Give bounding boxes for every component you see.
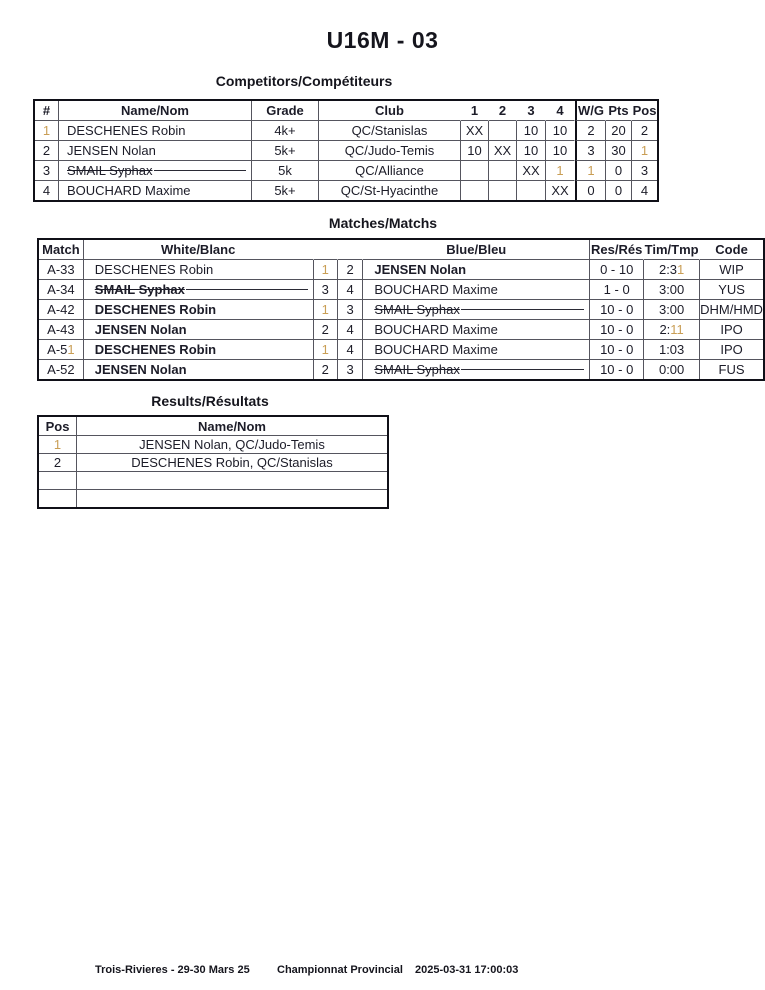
competitor-row: [35, 141, 657, 161]
player-name: BOUCHARD Maxime: [374, 322, 498, 337]
text: QC/Judo-Temis: [344, 143, 435, 158]
cell-white-number: [314, 260, 338, 280]
matches-body: [39, 260, 763, 379]
results-table-wrap: [37, 415, 389, 509]
cell-round-2: [489, 141, 517, 161]
text: 5k: [278, 163, 292, 178]
header-num: #: [35, 101, 59, 121]
cell-number: [35, 161, 59, 181]
cell-match-id: [39, 320, 84, 340]
header-row: [39, 417, 387, 436]
accent-text: 1: [53, 437, 62, 452]
text: 1 - 0: [603, 282, 630, 297]
text: 3: [587, 143, 595, 158]
text: XX: [465, 123, 484, 138]
cell-code: [700, 340, 763, 360]
result-row: [39, 436, 387, 454]
player-name: DESCHENES Robin: [67, 123, 186, 138]
cell-blue-player: [363, 320, 590, 340]
text: 2: [640, 123, 649, 138]
cell-round-3: [517, 181, 546, 200]
header-code: Code: [700, 240, 763, 260]
cell-pts: [606, 161, 632, 181]
name-cell-content: [363, 282, 589, 297]
player-name: DESCHENES Robin, QC/Stanislas: [131, 455, 333, 470]
cell-round-4: [546, 141, 575, 161]
cell-grade: [252, 121, 319, 141]
header-white-num: [314, 240, 338, 260]
text: 10 - 0: [600, 362, 634, 377]
cell-time: [644, 260, 700, 280]
cell-blue-number: [338, 300, 363, 320]
cell-round-1: [461, 141, 489, 161]
player-name: DESCHENES Robin: [94, 302, 217, 317]
cell-wg: [575, 141, 606, 161]
cell-name: [77, 436, 387, 454]
cell-round-2: [489, 161, 517, 181]
text: 3: [346, 302, 354, 317]
text: 2: [321, 362, 329, 377]
cell-wg: [575, 121, 606, 141]
text: YUS: [718, 282, 745, 297]
text: 2: [346, 262, 354, 277]
cell-blue-number: [338, 280, 363, 300]
text: 4: [346, 322, 354, 337]
cell-pos: [632, 181, 657, 200]
name-cell-content: [363, 362, 589, 377]
cell-number: [35, 121, 59, 141]
text: A-5: [47, 342, 68, 357]
text: XX: [551, 183, 569, 198]
text: 3: [42, 163, 51, 178]
cell-grade: [252, 141, 319, 161]
strike-line: [461, 309, 584, 310]
player-name: SMAIL Syphax: [67, 163, 153, 178]
text: 2: [321, 322, 329, 337]
header-grade: Grade: [252, 101, 319, 121]
cell-club: [319, 121, 461, 141]
results-table: [37, 415, 389, 509]
text: 2: [587, 123, 595, 138]
text: 4: [346, 282, 354, 297]
accent-text: 1: [67, 342, 75, 357]
player-name: JENSEN Nolan: [94, 322, 187, 337]
cell-club: [319, 141, 461, 161]
strike-line: [186, 289, 308, 290]
cell-blue-player: [363, 360, 590, 379]
cell-number: [35, 141, 59, 161]
cell-blue-player: [363, 300, 590, 320]
cell-white-number: [314, 360, 338, 379]
name-cell-content: [59, 163, 251, 178]
player-name: DESCHENES Robin: [94, 262, 214, 277]
footer-datetime: 2025-03-31 17:00:03: [415, 964, 519, 976]
accent-text: 1: [321, 342, 329, 357]
name-cell-content: [84, 362, 313, 377]
text: QC/St-Hyacinthe: [340, 183, 439, 198]
cell-round-4: [546, 161, 575, 181]
accent-text: 1: [321, 262, 329, 277]
accent-text: 1: [556, 163, 564, 178]
page-title: U16M - 03: [326, 27, 439, 53]
cell-name: [59, 121, 252, 141]
cell-code: [700, 280, 763, 300]
cell-time: [644, 300, 700, 320]
cell-round-3: [517, 121, 546, 141]
name-cell-content: [84, 322, 313, 337]
cell-pts: [606, 181, 632, 200]
cell-result: [590, 260, 644, 280]
text: A-52: [47, 362, 75, 377]
cell-grade: [252, 161, 319, 181]
cell-grade: [252, 181, 319, 200]
text: 1:03: [658, 342, 685, 357]
match-row: [39, 280, 763, 300]
name-cell-content: [84, 342, 313, 357]
accent-text: 1: [640, 143, 649, 158]
competitors-table-wrap: [33, 99, 659, 202]
cell-match-id: [39, 360, 84, 379]
text: 2:: [659, 322, 671, 337]
text: IPO: [720, 322, 743, 337]
match-row: [39, 320, 763, 340]
player-name: JENSEN Nolan, QC/Judo-Temis: [139, 437, 325, 452]
matches-table-wrap: [37, 238, 765, 381]
text: 3: [640, 163, 649, 178]
match-row: [39, 360, 763, 379]
cell-code: [700, 300, 763, 320]
cell-time: [644, 340, 700, 360]
name-cell-content: [59, 123, 251, 138]
text: 3:00: [658, 282, 685, 297]
cell-round-3: [517, 141, 546, 161]
cell-match-id: [39, 340, 84, 360]
name-cell-content: [363, 262, 589, 277]
name-cell-content: [363, 322, 589, 337]
cell-round-4: [546, 181, 575, 200]
text: 4k+: [274, 123, 296, 138]
name-cell-content: [84, 262, 313, 277]
text: 10 - 0: [600, 322, 634, 337]
player-name: BOUCHARD Maxime: [67, 183, 191, 198]
competitors-body: [35, 121, 657, 200]
cell-white-player: [84, 280, 314, 300]
player-name: JENSEN Nolan: [374, 262, 467, 277]
text: 10: [552, 143, 568, 158]
cell-club: [319, 181, 461, 200]
cell-wg: [575, 161, 606, 181]
cell-name: [59, 141, 252, 161]
text: XX: [493, 143, 512, 158]
name-cell-content: [59, 183, 251, 198]
cell-blue-number: [338, 340, 363, 360]
cell-blue-number: [338, 260, 363, 280]
cell-white-player: [84, 360, 314, 379]
text: 20: [611, 123, 626, 138]
cell-white-player: [84, 300, 314, 320]
cell-match-id: [39, 280, 84, 300]
name-cell-content: [84, 282, 313, 297]
text: QC/Alliance: [355, 163, 424, 178]
player-name: SMAIL Syphax: [374, 362, 460, 377]
text: 4: [346, 342, 354, 357]
cell-result: [590, 340, 644, 360]
text: 0 - 10: [600, 262, 634, 277]
header-round-3: 3: [517, 101, 546, 121]
text: 3: [346, 362, 354, 377]
text: 10: [552, 123, 568, 138]
name-cell-content: [84, 302, 313, 317]
text: 5k+: [274, 183, 296, 198]
result-row: [39, 472, 387, 490]
header-blue: Blue/Bleu: [363, 240, 590, 260]
cell-pos: [632, 161, 657, 181]
matches-header: [39, 240, 763, 260]
cell-name: [59, 161, 252, 181]
cell-blue-number: [338, 320, 363, 340]
cell-white-player: [84, 340, 314, 360]
header-match: Match: [39, 240, 84, 260]
cell-round-2: [489, 181, 517, 200]
header-pos: Pos: [39, 417, 77, 436]
text: WIP: [719, 262, 744, 277]
accent-text: 1: [321, 302, 329, 317]
text: 0:00: [658, 362, 685, 377]
footer-venue: Trois-Rivieres - 29-30 Mars 25: [95, 964, 250, 976]
cell-match-id: [39, 300, 84, 320]
cell-match-id: [39, 260, 84, 280]
header-round-1: 1: [461, 101, 489, 121]
cell-blue-number: [338, 360, 363, 379]
text: IPO: [720, 342, 743, 357]
footer-event: Championnat Provincial: [277, 964, 403, 976]
competitor-row: [35, 121, 657, 141]
cell-blue-player: [363, 340, 590, 360]
cell-white-number: [314, 300, 338, 320]
cell-round-4: [546, 121, 575, 141]
cell-number: [35, 181, 59, 200]
text: A-42: [47, 302, 75, 317]
text: 0: [587, 183, 595, 198]
header-res: Res/Rés: [590, 240, 644, 260]
text: 3:00: [658, 302, 685, 317]
text: DHM/HMD: [700, 302, 763, 317]
cell-white-player: [84, 320, 314, 340]
header-name: Name/Nom: [59, 101, 252, 121]
cell-name: [77, 454, 387, 472]
cell-blue-player: [363, 280, 590, 300]
cell-blue-player: [363, 260, 590, 280]
cell-code: [700, 320, 763, 340]
competitors-header: [35, 101, 657, 121]
cell-white-number: [314, 340, 338, 360]
cell-name: [77, 472, 387, 490]
cell-name: [59, 181, 252, 200]
result-row: [39, 490, 387, 507]
competitor-row: [35, 161, 657, 181]
text: A-33: [47, 262, 75, 277]
match-row: [39, 340, 763, 360]
cell-white-number: [314, 280, 338, 300]
text: 4: [640, 183, 649, 198]
text: 0: [614, 163, 623, 178]
name-cell-content: [59, 143, 251, 158]
result-row: [39, 454, 387, 472]
cell-pos: [39, 436, 77, 454]
cell-name: [77, 490, 387, 507]
results-header: [39, 417, 387, 436]
name-cell-content: [363, 342, 589, 357]
cell-code: [700, 260, 763, 280]
match-row: [39, 300, 763, 320]
header-wg: W/G: [575, 101, 606, 121]
text: 10: [467, 143, 482, 158]
strike-line: [461, 369, 584, 370]
player-name: BOUCHARD Maxime: [374, 282, 498, 297]
player-name: SMAIL Syphax: [374, 302, 460, 317]
competitors-heading: Competitors/Compétiteurs: [215, 73, 393, 89]
header-pts: Pts: [606, 101, 632, 121]
cell-round-1: [461, 181, 489, 200]
cell-club: [319, 161, 461, 181]
cell-time: [644, 280, 700, 300]
cell-result: [590, 300, 644, 320]
header-pos: Pos: [632, 101, 657, 121]
text: XX: [522, 163, 540, 178]
text: FUS: [718, 362, 745, 377]
header-club: Club: [319, 101, 461, 121]
cell-pts: [606, 141, 632, 161]
text: 30: [611, 143, 626, 158]
header-row: [35, 101, 657, 121]
cell-pos: [39, 472, 77, 490]
cell-round-1: [461, 161, 489, 181]
header-round-2: 2: [489, 101, 517, 121]
results-heading: Results/Résultats: [151, 393, 269, 409]
cell-wg: [575, 181, 606, 200]
header-tim: Tim/Tmp: [644, 240, 700, 260]
cell-round-3: [517, 161, 546, 181]
competitor-row: [35, 181, 657, 200]
cell-pos: [632, 121, 657, 141]
name-cell-content: [363, 302, 589, 317]
cell-round-2: [489, 121, 517, 141]
player-name: JENSEN Nolan: [94, 362, 187, 377]
cell-white-number: [314, 320, 338, 340]
player-name: BOUCHARD Maxime: [374, 342, 498, 357]
cell-time: [644, 360, 700, 379]
text: 2:3: [658, 262, 678, 277]
matches-heading: Matches/Matchs: [328, 215, 438, 231]
text: A-43: [47, 322, 75, 337]
cell-pos: [39, 490, 77, 507]
accent-text: 11: [670, 322, 684, 337]
text: 3: [321, 282, 329, 297]
match-row: [39, 260, 763, 280]
text: 4: [42, 183, 51, 198]
header-round-4: 4: [546, 101, 575, 121]
cell-pos: [39, 454, 77, 472]
text: 10 - 0: [600, 302, 634, 317]
header-row: [39, 240, 763, 260]
cell-code: [700, 360, 763, 379]
header-name: Name/Nom: [77, 417, 387, 436]
text: A-34: [47, 282, 75, 297]
cell-round-1: [461, 121, 489, 141]
matches-table: [37, 238, 765, 381]
cell-result: [590, 360, 644, 379]
competitors-table: [33, 99, 659, 202]
player-name: SMAIL Syphax: [94, 282, 185, 297]
cell-white-player: [84, 260, 314, 280]
text: 5k+: [274, 143, 296, 158]
strike-line: [154, 170, 246, 171]
header-blue-num: [338, 240, 363, 260]
text: QC/Stanislas: [351, 123, 428, 138]
cell-pts: [606, 121, 632, 141]
text: 2: [42, 143, 51, 158]
accent-text: 1: [587, 163, 595, 178]
results-body: [39, 436, 387, 507]
text: 0: [614, 183, 623, 198]
text: 10 - 0: [600, 342, 634, 357]
text: 10: [523, 143, 539, 158]
text: 2: [53, 455, 62, 470]
accent-text: 1: [42, 123, 51, 138]
cell-result: [590, 280, 644, 300]
accent-text: 1: [677, 262, 685, 277]
header-white: White/Blanc: [84, 240, 314, 260]
player-name: DESCHENES Robin: [94, 342, 217, 357]
cell-pos: [632, 141, 657, 161]
text: 10: [523, 123, 539, 138]
cell-result: [590, 320, 644, 340]
player-name: JENSEN Nolan: [67, 143, 156, 158]
cell-time: [644, 320, 700, 340]
